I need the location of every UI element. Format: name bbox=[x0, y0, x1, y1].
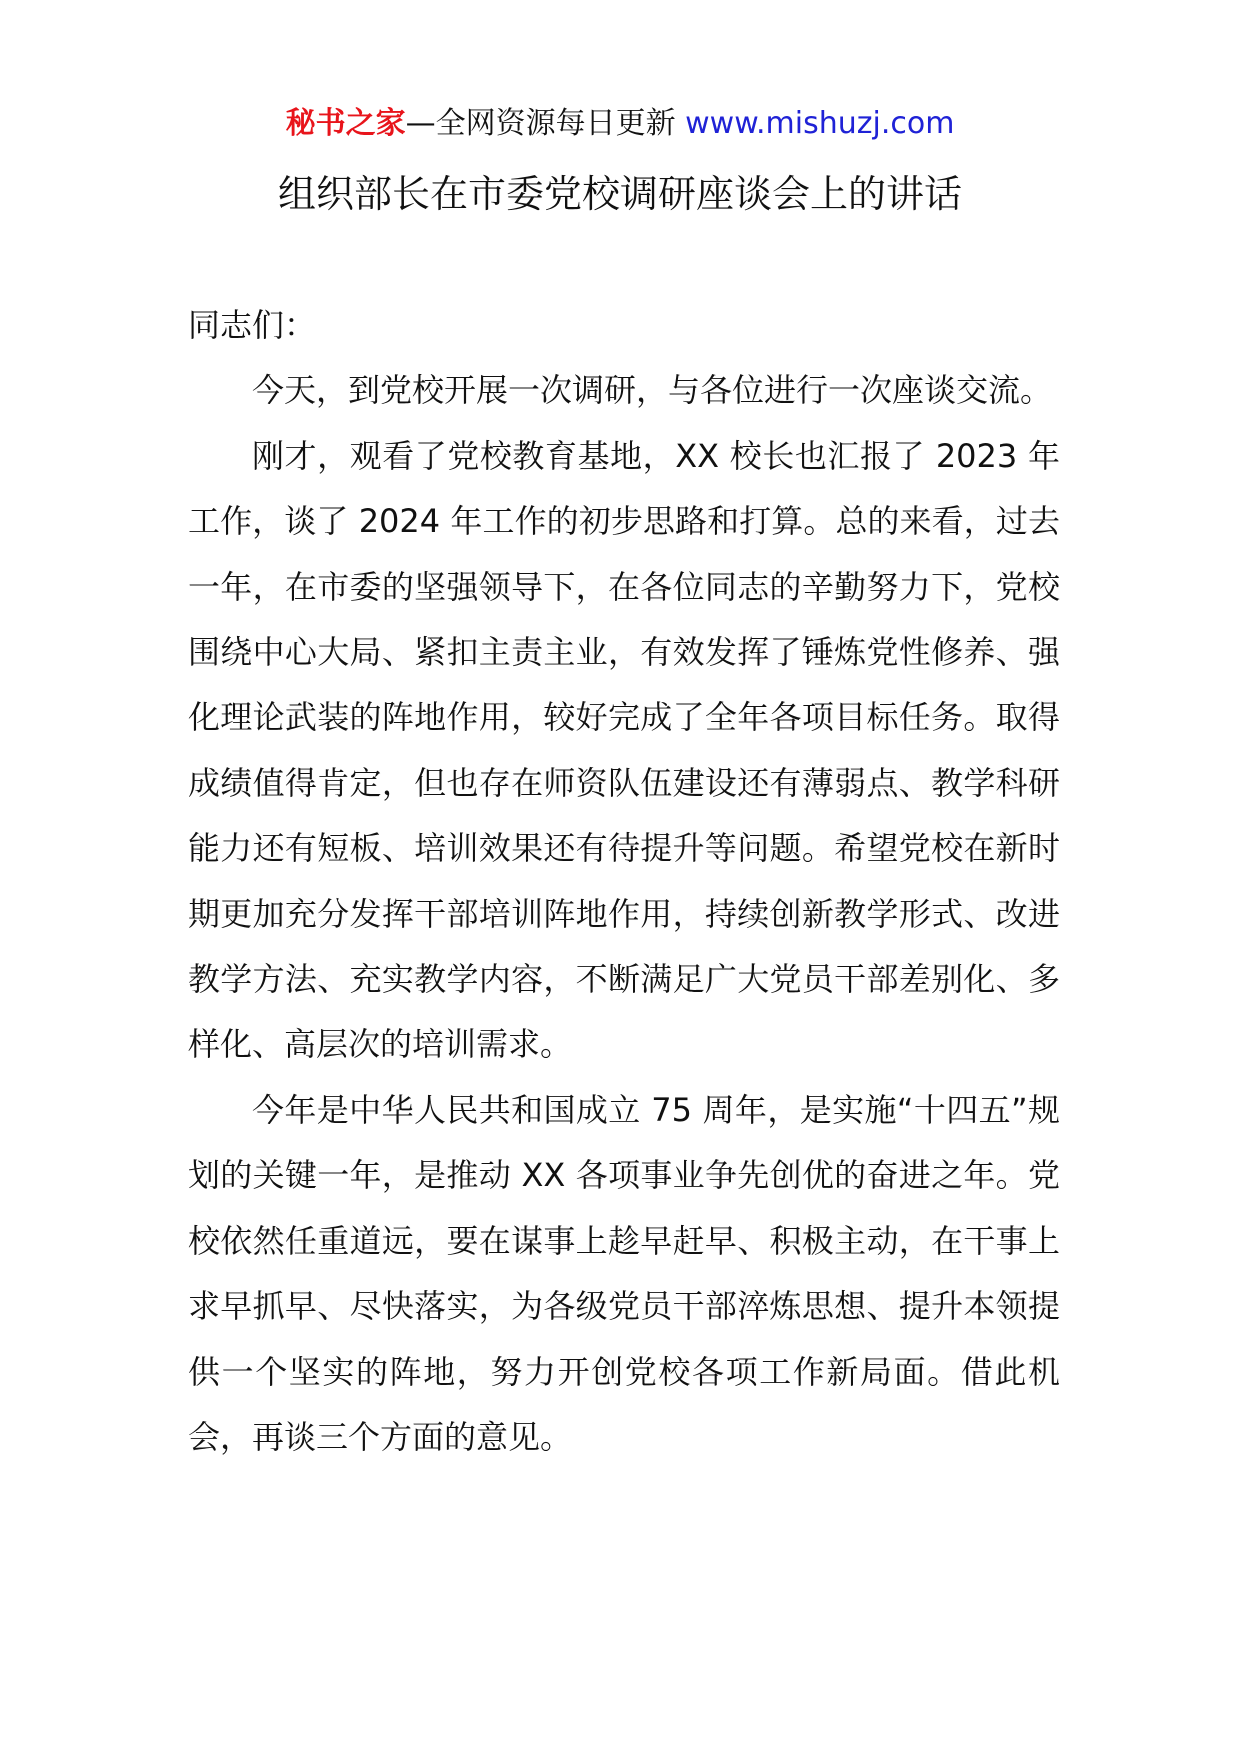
paragraph-2: 刚才，观看了党校教育基地，XX 校长也汇报了 2023 年工作，谈了 2024 年工作的初步思路和打算。总的来看，过去一年，在市委的坚强领导下，在各位同志的辛勤努力下，党校围绕中心大局、紧扣主责主业，有效发挥了锤炼党性修养、强化理论武装的阵地作用，较好完成了全年各项目标任务。取得成绩值得肯定，但也存在师资队伍建设还有薄弱点、教学科研能力还有短板、培训效果还有待提升等问题。希望党校在新时期更加充分发挥干部培训阵地作用，持续创新教学形式、改进教学方法、充实教学内容，不断满足广大党员干部差别化、多样化、高层次的培训需求。 bbox=[188, 436, 1060, 1064]
header-slogan: —全网资源每日更新 bbox=[405, 106, 686, 141]
document-title: 组织部长在市委党校调研座谈会上的讲话 bbox=[277, 172, 962, 216]
brand-name: 秘书之家 bbox=[285, 106, 406, 141]
salutation: 同志们： bbox=[188, 306, 317, 344]
site-url-link[interactable]: www.mishuzj.com bbox=[685, 106, 955, 141]
paragraph-3: 今年是中华人民共和国成立 75 周年，是实施“十四五”规划的关键一年，是推动 XX 各项事业争先创优的奋进之年。党校依然任重道远，要在谋事上趁早赶早、积极主动，在干事上求早抓早、尽快落实，为各级党员干部淬炼思想、提升本领提供一个坚实的阵地，努力开创党校各项工作新局面。借此机会，再谈三个方面的意见。 bbox=[188, 1090, 1060, 1456]
document-body bbox=[188, 293, 1060, 1470]
site-header bbox=[0, 102, 1240, 146]
paragraph-1: 今天，到党校开展一次调研，与各位进行一次座谈交流。 bbox=[252, 371, 1053, 410]
